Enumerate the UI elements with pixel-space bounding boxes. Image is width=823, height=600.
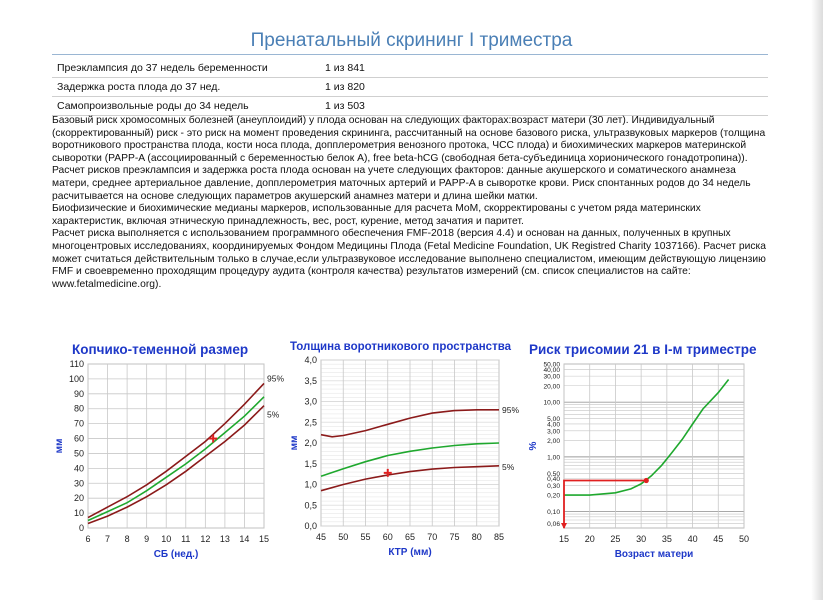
y-tick-label: 0,5 — [304, 500, 317, 511]
y-axis-label: мм — [289, 435, 300, 451]
y-tick-label: 2,5 — [304, 417, 317, 428]
y-tick-label: 0,50 — [547, 470, 560, 478]
x-tick-label: 6 — [85, 534, 91, 544]
x-axis-label: КТР (мм) — [388, 547, 432, 558]
y-tick-label: 20,00 — [543, 383, 560, 391]
table-row — [52, 78, 768, 97]
y-tick-label: 3,5 — [304, 375, 317, 386]
x-tick-label: 45 — [315, 532, 327, 542]
y-tick-label: 2,00 — [547, 437, 560, 445]
x-tick-label: 75 — [449, 532, 460, 542]
x-tick-label: 55 — [360, 532, 371, 542]
x-tick-label: 11 — [181, 534, 191, 544]
explanation-text — [52, 115, 768, 291]
paragraph: Базовый риск хромосомных болезней (анеуплоидий) у плода основан на следующих факторах:возраст матери (30 лет). Индивидуальный (скорректированный) риск - это риск на момент проведения скрининга, рассчитанный на основе базового риска, ультразвуковых маркеров (толщина воротникового пространства плода, кости носа плода, допплерометрия венозного протока, ЧСС плода) и биохимических маркеров материнской сыворотки (PAPP-A (ассоциированный с беременностью белок А), free beta-hCG (свободная бета-субъединица хорионического гонадотропина)). — [52, 115, 766, 164]
x-tick-label: 13 — [219, 534, 230, 544]
y-tick-label: 5,00 — [547, 416, 560, 424]
x-tick-label: 15 — [558, 534, 570, 544]
y-axis-label: мм — [54, 438, 65, 454]
y-tick-label: 10 — [73, 508, 84, 519]
x-tick-label: 7 — [105, 534, 111, 544]
x-tick-label: 15 — [258, 534, 270, 544]
x-tick-label: 65 — [404, 532, 416, 542]
y-axis-label: % — [528, 441, 539, 451]
x-tick-label: 35 — [661, 534, 672, 544]
y-tick-label: 20 — [73, 493, 84, 504]
page-title: Пренатальный скрининг I триместра — [250, 30, 573, 51]
risk-value: 1 из 841 — [320, 59, 768, 78]
y-tick-label: 110 — [69, 359, 84, 369]
risk-label: Самопроизвольные роды до 34 недель — [52, 97, 320, 116]
y-tick-label: 40 — [73, 463, 84, 474]
x-axis-label: Возраст матери — [614, 549, 694, 560]
y-tick-label: 4,0 — [304, 355, 317, 365]
paragraph: Биофизические и биохимические медианы маркеров, использованные для расчета МоМ, скорректированы с учетом ряда материнских характеристик, включая этническую принадлежность, вес, рост, курение, метод зачатия и паритет. — [52, 203, 701, 227]
risk-value: 1 из 503 — [320, 97, 768, 116]
x-tick-label: 50 — [738, 534, 750, 544]
y-tick-label: 0,06 — [547, 521, 560, 529]
x-tick-label: 45 — [713, 534, 724, 544]
x-tick-label: 30 — [636, 534, 647, 544]
x-tick-label: 25 — [610, 534, 621, 544]
y-tick-label: 0,0 — [304, 521, 317, 531]
table-row — [52, 59, 768, 78]
y-tick-label: 100 — [68, 373, 84, 384]
y-tick-label: 60 — [73, 433, 84, 444]
risk-table — [52, 59, 768, 116]
y-tick-label: 1,00 — [547, 454, 560, 462]
y-tick-label: 4,00 — [547, 421, 560, 429]
risk-label: Задержка роста плода до 37 нед. — [52, 78, 320, 97]
y-tick-label: 2,0 — [304, 438, 317, 448]
curve-label-95: 95% — [502, 404, 520, 415]
curve-label-95: 95% — [267, 373, 285, 384]
risk-value: 1 из 820 — [320, 78, 768, 97]
y-tick-label: 0,40 — [547, 476, 560, 484]
y-tick-label: 90 — [73, 388, 84, 399]
curve-label-5: 5% — [267, 409, 280, 420]
x-tick-label: 80 — [471, 532, 482, 542]
x-tick-label: 85 — [493, 532, 505, 542]
y-tick-label: 10,00 — [543, 399, 560, 407]
plot-area — [564, 364, 744, 528]
y-tick-label: 30,00 — [543, 373, 560, 381]
title-divider — [52, 54, 768, 55]
x-tick-label: 50 — [338, 532, 349, 542]
y-tick-label: 0 — [78, 523, 84, 533]
x-tick-label: 12 — [200, 534, 211, 544]
page-edge-shadow — [811, 0, 823, 600]
chart-title-nt: Толщина воротникового пространства — [290, 341, 512, 353]
paragraph: Расчет риска выполняется с использованием программного обеспечения FMF-2018 (версия 4.4) и основан на данных, полученных в крупных многоцентровых исследованиях, координируемых Фондом Медицины Плода (Fetal Medicine Foundation, UK Registred Charity 1037166). Расчет риска может считаться действительным только в случае,если ультразвуковое исследование выполнено специалистом, имеющим действующую лицензию FMF и своевременно проходящим процедуру аудита (контроля качества) результатов измерений (см. список специалистов на сайте: www.fetalmedicine.org). — [52, 228, 766, 290]
patient-marker — [644, 478, 649, 483]
paragraph: Расчет рисков преэклампсия и задержка роста плода основан на учете следующих факторов: данные акушерского и соматического анамнеза матери, среднее артериальное давление, допплерометрия маточных артерий и PAPP-A в сыворотке крови. Риск спонтанных родов до 34 недель расчитывается на основе следующих параметров акушерский анамнез матери и длина шейки матки. — [52, 165, 751, 202]
y-tick-label: 3,00 — [547, 428, 560, 436]
x-tick-label: 40 — [687, 534, 698, 544]
chart-title-crl: Копчико-теменной размер — [72, 342, 249, 357]
x-tick-label: 10 — [161, 534, 172, 544]
x-tick-label: 9 — [144, 534, 150, 544]
y-tick-label: 1,0 — [304, 479, 317, 490]
x-tick-label: 60 — [382, 532, 393, 542]
y-tick-label: 0,20 — [547, 492, 560, 500]
risk-label: Преэклампсия до 37 недель беременности — [52, 59, 320, 78]
y-tick-label: 1,5 — [304, 458, 317, 469]
y-tick-label: 3,0 — [304, 396, 317, 407]
y-tick-label: 30 — [73, 478, 84, 489]
y-tick-label: 50 — [73, 448, 84, 459]
y-tick-label: 50,00 — [543, 361, 560, 369]
nt-chart — [285, 354, 530, 566]
t21-risk-chart — [528, 356, 753, 566]
x-tick-label: 70 — [427, 532, 438, 542]
table-row — [52, 97, 768, 116]
x-tick-label: 8 — [124, 534, 130, 544]
curve-label-5: 5% — [502, 461, 515, 472]
crl-chart — [50, 356, 290, 566]
y-tick-label: 40,00 — [543, 366, 560, 374]
y-tick-label: 70 — [73, 418, 84, 429]
x-axis-label: СБ (нед.) — [153, 549, 199, 560]
y-tick-label: 0,10 — [547, 509, 560, 517]
chart-title-t21: Риск трисомии 21 в I-м триместре — [529, 342, 757, 357]
y-tick-label: 0,30 — [547, 482, 560, 490]
x-tick-label: 14 — [239, 534, 250, 544]
y-tick-label: 80 — [73, 403, 84, 414]
x-tick-label: 20 — [584, 534, 595, 544]
